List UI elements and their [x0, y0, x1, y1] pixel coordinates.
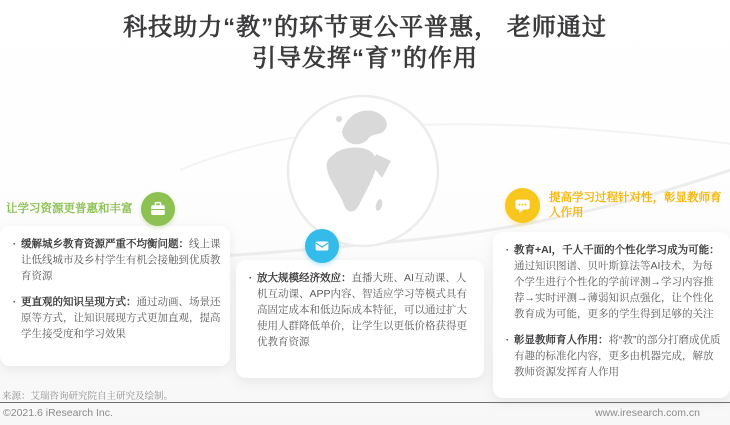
- left-section-icon-badge: [141, 192, 175, 226]
- right-section-label: 提高学习过程针对性，彰显教师育人作用: [549, 192, 722, 219]
- list-item: [501, 332, 722, 380]
- list-item: [501, 242, 722, 322]
- globe-icon: [266, 92, 461, 254]
- page-title: [0, 12, 730, 74]
- source-note: 来源：艾瑞咨询研究院自主研究及绘制。: [2, 391, 174, 402]
- footer-divider: [0, 402, 730, 403]
- bullet-dot: [8, 294, 21, 342]
- website-link[interactable]: www.iresearch.com.cn: [594, 407, 700, 419]
- bullet-lead: 缓解城乡教育资源严重不均衡问题：: [21, 238, 189, 250]
- right-info-card: [493, 232, 730, 398]
- list-item: [8, 236, 222, 284]
- bullet-lead: 彰显教师育人作用：: [514, 334, 609, 346]
- briefcase-icon: [149, 200, 167, 218]
- copyright-text: ©2021.6 iResearch Inc.: [3, 407, 113, 419]
- right-section-icon-badge: [505, 188, 540, 223]
- mail-icon: [313, 237, 331, 255]
- left-info-card: [0, 226, 230, 366]
- bullet-text: 通过动画、场景还原等方式，让知识展现方式更加直观，提高学生接受度和学习效果: [21, 296, 221, 340]
- bullet-text: 直播大班、AI互动课、人机互动课、APP内容、智适应学习等模式具有高固定成本和低边际成本特征，可以通过扩大使用人群降低单价，让学生以更低价格获得更优教育资源: [257, 272, 468, 348]
- bullet-text: 线上课让低线城市及乡村学生有机会接触到优质教育资源: [21, 238, 221, 282]
- bullet-lead: 教育+AI，千人千面的个性化学习成为可能：: [514, 244, 720, 256]
- bullet-lead: 更直观的知识呈现方式：: [21, 296, 137, 308]
- page-title-line1: 科技助力“教”的环节更公平普惠， 老师通过: [123, 14, 607, 41]
- list-item: [244, 270, 476, 350]
- center-section-icon-badge: [305, 229, 339, 263]
- bullet-dot: [244, 270, 257, 350]
- list-item: [8, 294, 222, 342]
- bullet-dot: [501, 332, 514, 380]
- bullet-dot: [8, 236, 21, 284]
- left-section-label: 让学习资源更普惠和丰富: [6, 203, 133, 215]
- page-title-line2: 引导发挥“育”的作用: [252, 45, 478, 72]
- bullet-text: 将“教”的部分打磨成优质有趣的标准化内容，更多由机器完成，解放教师资源发挥育人作用: [514, 334, 721, 378]
- bullet-lead: 放大规模经济效应：: [257, 272, 352, 284]
- center-info-card: [236, 260, 484, 378]
- chat-bubble-icon: [513, 196, 532, 215]
- bullet-dot: [501, 242, 514, 322]
- bullet-text: 通过知识图谱、贝叶斯算法等AI技术，为每个学生进行个性化的学前评测→学习内容推荐→实时评测→薄弱知识点强化，让个性化教育成为可能，更多的学生得到足够的关注: [514, 260, 714, 320]
